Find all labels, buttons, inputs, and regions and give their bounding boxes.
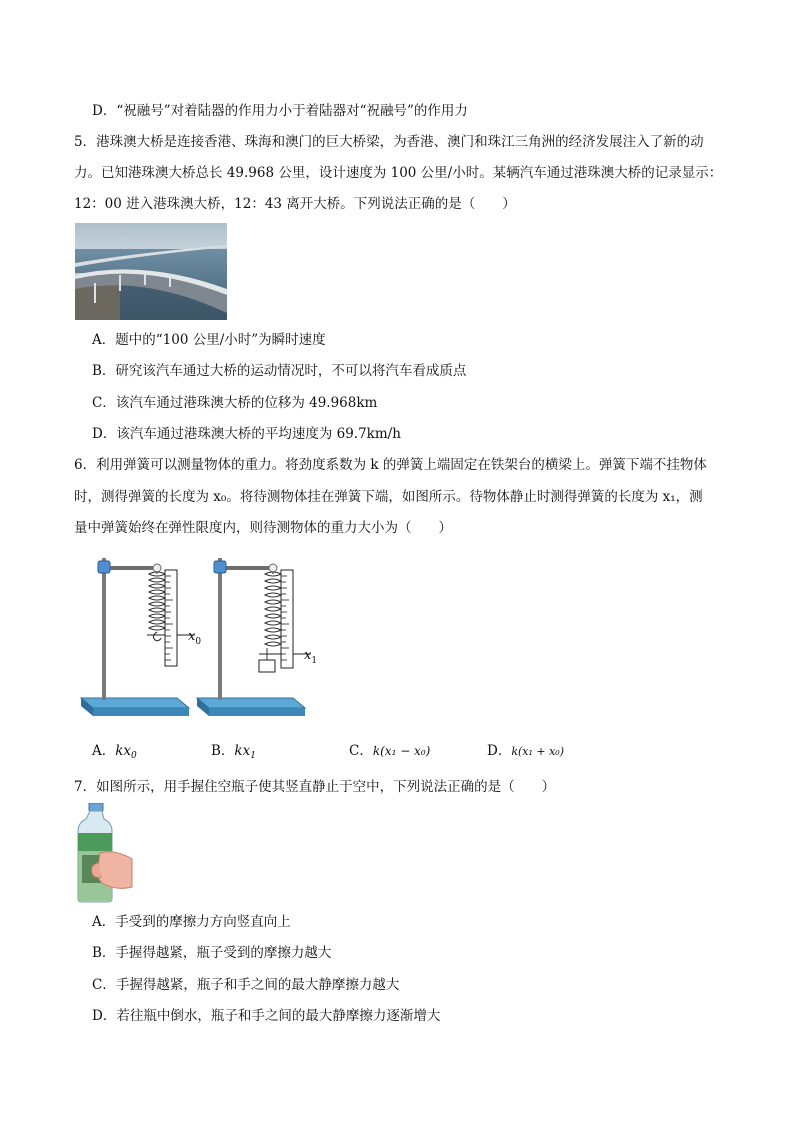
q7-stem: 7．如图所示，用手握住空瓶子使其竖直静止于空中，下列说法正确的是（ ） (74, 779, 556, 795)
q6-option-b-sub: 1 (250, 751, 256, 761)
q7-option-b: B．手握得越紧，瓶子受到的摩擦力越大 (92, 945, 332, 961)
q5-option-a: A．题中的“100 公里/小时”为瞬时速度 (92, 332, 326, 348)
q6-option-a-sub: 0 (131, 751, 137, 761)
q5-option-b: B．研究该汽车通过大桥的运动情况时，不可以将汽车看成质点 (92, 363, 467, 379)
q6-option-c-formula: k(x₁ − x₀) (372, 744, 431, 758)
fig-label-x0: x (188, 629, 196, 644)
spring-stand-unloaded-figure (77, 548, 209, 722)
q5-stem-line3: 12：00 进入港珠澳大桥，12：43 离开大桥。下列说法正确的是（ ） (74, 196, 516, 212)
svg-text:x1 (304, 648, 317, 666)
q5-option-c: C．该汽车通过港珠澳大桥的位移为 49.968km (92, 395, 378, 411)
q6-option-b (211, 742, 256, 765)
fig-label-x1-sub: 1 (311, 656, 318, 666)
q6-option-a-prefix: A． (92, 743, 116, 759)
spring-stand-loaded-figure (193, 548, 325, 722)
q5-stem-line1: 5．港珠澳大桥是连接香港、珠海和澳门的巨大桥梁，为香港、澳门和珠江三角洲的经济发展注入了新的动 (74, 134, 704, 150)
q6-option-a-formula: kx (115, 743, 132, 759)
q6-option-d (487, 742, 564, 761)
q6-option-d-prefix: D． (487, 743, 512, 759)
q7-option-d: D．若往瓶中倒水，瓶子和手之间的最大静摩擦力逐渐增大 (92, 1008, 441, 1024)
q6-option-b-prefix: B． (211, 743, 235, 759)
q6-stem-line3: 量中弹簧始终在弹性限度内，则待测物体的重力大小为（ ） (74, 520, 452, 536)
fig-label-x1: x (304, 648, 312, 663)
fig-label-x0-sub: 0 (195, 637, 202, 647)
q6-option-c-prefix: C． (349, 743, 373, 759)
q6-option-c (349, 742, 430, 760)
q6-stem-line1: 6．利用弹簧可以测量物体的重力。将劲度系数为 k 的弹簧上端固定在铁架台的横梁上。弹簧下端不挂物体 (74, 457, 707, 473)
q6-stem-line2: 时，测得弹簧的长度为 x₀。将待测物体挂在弹簧下端，如图所示。待物体静止时测得弹簧的长度为 x₁，测 (74, 489, 703, 505)
q6-option-a (92, 742, 137, 765)
q5-stem-line2: 力。已知港珠澳大桥总长 49.968 公里，设计速度为 100 公里/小时。某辆汽车通过港珠澳大桥的记录显示： (74, 165, 723, 181)
q7-option-a: A．手受到的摩擦力方向竖直向上 (92, 914, 291, 930)
bottle-in-hand-figure (72, 803, 134, 903)
q7-option-c: C．手握得越紧，瓶子和手之间的最大静摩擦力越大 (92, 977, 400, 993)
bridge-photo (75, 223, 227, 320)
q5-option-d: D．该汽车通过港珠澳大桥的平均速度为 69.7km/h (92, 426, 401, 442)
q4-option-d: D．“祝融号”对着陆器的作用力小于着陆器对“祝融号”的作用力 (92, 103, 468, 119)
q6-option-b-formula: kx (234, 743, 251, 759)
q6-option-d-formula: k(x₁ + x₀) (511, 745, 565, 758)
